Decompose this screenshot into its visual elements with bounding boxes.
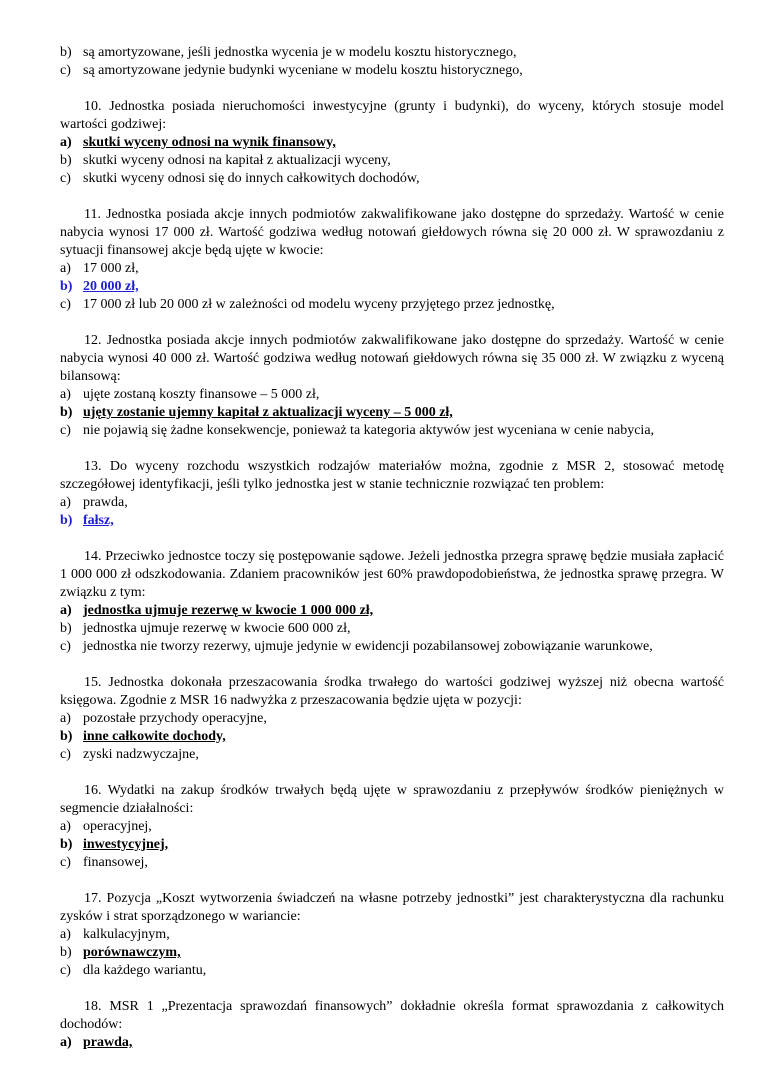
answer-list [60,710,724,764]
option-letter: b) [60,513,73,528]
answer-option [60,260,724,278]
answer-option-correct [60,728,724,746]
option-letter: b) [60,729,73,744]
option-letter: b) [60,279,73,294]
option-text: inwestycyjnej, [83,837,169,852]
answer-option-correct [60,836,724,854]
option-text: skutki wyceny odnosi na wynik finansowy, [83,135,336,150]
question-9-continuation [60,44,724,80]
option-letter: a) [60,927,71,942]
answer-option-correct [60,512,724,530]
option-letter: a) [60,1035,72,1050]
option-letter: a) [60,261,71,276]
option-text: ujęte zostaną koszty finansowe – 5 000 zł, [83,387,320,402]
option-text: skutki wyceny odnosi się do innych całkowitych dochodów, [83,171,420,186]
option-text: finansowej, [83,855,148,870]
answer-option [60,638,724,656]
question [60,548,724,656]
answer-option [60,746,724,764]
answer-option [60,170,724,188]
answer-option [60,494,724,512]
question [60,98,724,188]
option-text: kalkulacyjnym, [83,927,170,942]
option-text: 17 000 zł lub 20 000 zł w zależności od modelu wyceny przyjętego przez jednostkę, [83,297,555,312]
answer-option [60,926,724,944]
option-text: ujęty zostanie ujemny kapitał z aktualizacji wyceny – 5 000 zł, [83,405,453,420]
question [60,890,724,980]
option-text: porównawczym, [83,945,181,960]
answer-list [60,818,724,872]
option-letter: a) [60,135,72,150]
option-text: operacyjnej, [83,819,152,834]
option-letter: a) [60,711,71,726]
document-page [60,44,724,1052]
option-letter: b) [60,621,72,636]
option-text: prawda, [83,1035,133,1050]
answer-option-correct [60,944,724,962]
option-letter: c) [60,639,71,654]
question [60,674,724,764]
question-stem: 12. Jednostka posiada akcje innych podmiotów zakwalifikowane jako dostępne do sprzedaży. Wartość w cenie nabycia wynosi 40 000 zł. Wartość godziwa według notowań giełdowych równa się 35 000 zł. W związku z wyceną bilansową: [60,333,724,384]
answer-option-correct [60,1034,724,1052]
option-letter: b) [60,945,72,960]
answer-option [60,710,724,728]
option-letter: c) [60,297,71,312]
answer-list [60,926,724,980]
option-letter: b) [60,153,72,168]
option-text: 17 000 zł, [83,261,139,276]
question-stem: 17. Pozycja „Koszt wytworzenia świadczeń na własne potrzeby jednostki” jest charakterystyczna dla rachunku zysków i strat sporządzonego w wariancie: [60,891,724,924]
answer-list [60,44,724,80]
answer-option [60,620,724,638]
answer-option [60,818,724,836]
question [60,206,724,314]
option-letter: c) [60,855,71,870]
option-letter: c) [60,747,71,762]
option-letter: a) [60,387,71,402]
option-letter: b) [60,837,73,852]
option-text: są amortyzowane, jeśli jednostka wycenia je w modelu kosztu historycznego, [83,45,517,60]
answer-option-correct [60,278,724,296]
answer-option-correct [60,404,724,422]
option-text: jednostka ujmuje rezerwę w kwocie 1 000 000 zł, [83,603,374,618]
option-text: zyski nadzwyczajne, [83,747,199,762]
option-letter: c) [60,963,71,978]
option-letter: a) [60,603,72,618]
option-letter: a) [60,495,71,510]
option-text: skutki wyceny odnosi na kapitał z aktualizacji wyceny, [83,153,391,168]
question-list [60,98,724,1052]
answer-option [60,62,724,80]
answer-list [60,386,724,440]
option-text: 20 000 zł, [83,279,139,294]
option-text: są amortyzowane jedynie budynki wyceniane w modelu kosztu historycznego, [83,63,523,78]
answer-list [60,134,724,188]
option-letter: c) [60,171,71,186]
option-letter: b) [60,405,73,420]
option-letter: b) [60,45,72,60]
answer-option [60,296,724,314]
option-letter: c) [60,63,71,78]
question-stem: 16. Wydatki na zakup środków trwałych będą ujęte w sprawozdaniu z przepływów środków pieniężnych w segmencie działalności: [60,783,724,816]
question-stem: 13. Do wyceny rozchodu wszystkich rodzajów materiałów można, zgodnie z MSR 2, stosować metodę szczegółowej identyfikacji, jeśli tylko jednostka jest w stanie technicznie rozwiązać ten problem: [60,459,724,492]
answer-list [60,1034,724,1052]
answer-option [60,386,724,404]
answer-option [60,854,724,872]
option-letter: a) [60,819,71,834]
answer-list [60,602,724,656]
question [60,782,724,872]
question-stem: 15. Jednostka dokonała przeszacowania środka trwałego do wartości godziwej wyższej niż obecna wartość księgowa. Zgodnie z MSR 16 nadwyżka z przeszacowania będzie ujęta w pozycji: [60,675,724,708]
answer-list [60,260,724,314]
answer-option [60,44,724,62]
question-stem: 14. Przeciwko jednostce toczy się postępowanie sądowe. Jeżeli jednostka przegra sprawę będzie musiała zapłacić 1 000 000 zł odszkodowania. Zdaniem pracowników jest 60% prawdopodobieństwa, że jednostka sprawę przegra. W związku z tym: [60,549,724,600]
question-stem: 11. Jednostka posiada akcje innych podmiotów zakwalifikowane jako dostępne do sprzedaży. Wartość w cenie nabycia wynosi 17 000 zł. Wartość godziwa według notowań giełdowych równa się 20 000 zł. W sprawozdaniu z sytuacji finansowej akcje będą ujęte w kwocie: [60,207,724,258]
question-stem: 10. Jednostka posiada nieruchomości inwestycyjne (grunty i budynki), do wyceny, których stosuje model wartości godziwej: [60,99,724,132]
option-letter: c) [60,423,71,438]
question [60,458,724,530]
option-text: jednostka nie tworzy rezerwy, ujmuje jedynie w ewidencji pozabilansowej zobowiązanie warunkowe, [83,639,653,654]
answer-option [60,962,724,980]
option-text: jednostka ujmuje rezerwę w kwocie 600 000 zł, [83,621,351,636]
option-text: nie pojawią się żadne konsekwencje, ponieważ ta kategoria aktywów jest wyceniana w cenie nabycia, [83,423,655,438]
question [60,332,724,440]
question-stem: 18. MSR 1 „Prezentacja sprawozdań finansowych” dokładnie określa format sprawozdania z całkowitych dochodów: [60,999,724,1032]
answer-option-correct [60,134,724,152]
option-text: fałsz, [83,513,114,528]
option-text: prawda, [83,495,128,510]
option-text: inne całkowite dochody, [83,729,226,744]
answer-option-correct [60,602,724,620]
answer-list [60,494,724,530]
option-text: pozostałe przychody operacyjne, [83,711,267,726]
answer-option [60,152,724,170]
answer-option [60,422,724,440]
question [60,998,724,1052]
option-text: dla każdego wariantu, [83,963,207,978]
